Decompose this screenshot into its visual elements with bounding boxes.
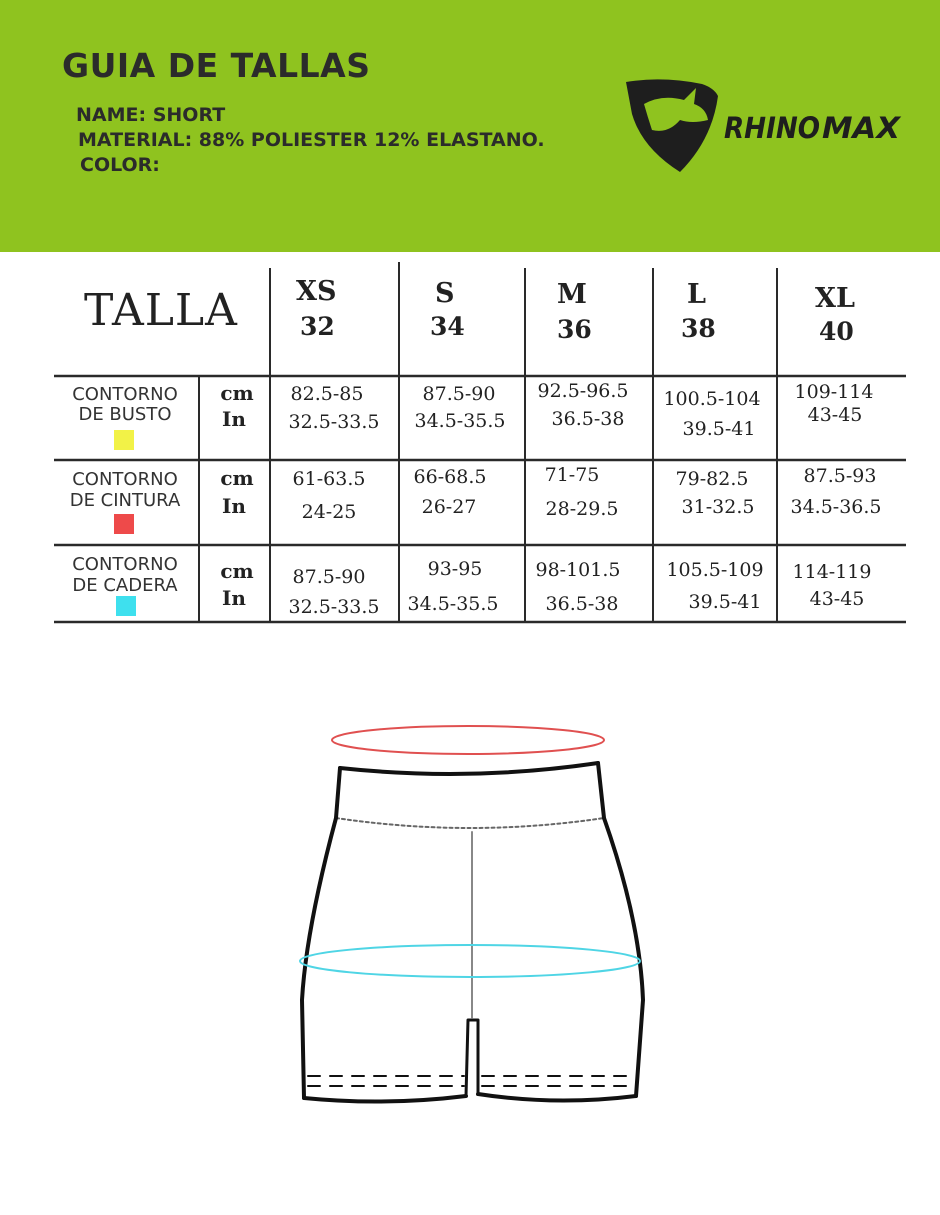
brand-name-part1: RHINO — [724, 111, 820, 145]
unit-in: In — [222, 586, 246, 610]
cell-cm: 93-95 — [427, 558, 483, 580]
cell-in: 26-27 — [421, 496, 477, 518]
cell-in: 24-25 — [301, 501, 357, 523]
unit-cm: cm — [220, 559, 254, 583]
cell-in: 36.5-38 — [551, 408, 625, 430]
row-label-line2: DE BUSTO — [78, 404, 172, 425]
cell-in: 39.5-41 — [682, 418, 756, 440]
cell-cm: 100.5-104 — [663, 388, 761, 410]
brand-logo — [622, 74, 912, 178]
size-label: L — [687, 279, 706, 310]
waist-measure-ring — [332, 726, 604, 754]
size-number: 36 — [557, 315, 592, 344]
shorts-outline — [302, 763, 643, 1102]
shorts-diagram — [280, 712, 660, 1162]
cell-cm: 87.5-90 — [292, 566, 366, 588]
size-label: S — [435, 278, 455, 309]
row-label-line2: DE CADERA — [72, 575, 178, 596]
cell-in: 28-29.5 — [545, 498, 619, 520]
size-table — [0, 252, 940, 632]
color-swatch-yellow — [114, 430, 134, 450]
cell-cm: 114-119 — [792, 561, 872, 583]
cell-in: 34.5-35.5 — [414, 410, 506, 432]
unit-in: In — [222, 494, 246, 518]
row-label-line1: CONTORNO — [72, 469, 178, 490]
size-number: 38 — [681, 314, 716, 343]
size-column-header: TALLA — [84, 285, 238, 336]
row-label-line2: DE CINTURA — [69, 490, 181, 511]
cell-cm: 109-114 — [794, 381, 874, 403]
size-number: 40 — [819, 317, 854, 346]
cell-cm: 82.5-85 — [290, 383, 364, 405]
cell-cm: 71-75 — [544, 464, 600, 486]
color-swatch-red — [114, 514, 134, 534]
cell-cm: 87.5-93 — [803, 465, 877, 487]
cell-in: 34.5-36.5 — [790, 496, 882, 518]
cell-cm: 105.5-109 — [666, 559, 764, 581]
product-material: MATERIAL: 88% POLIESTER 12% ELASTANO. — [78, 129, 545, 151]
unit-in: In — [222, 407, 246, 431]
row-label-line1: CONTORNO — [72, 384, 178, 405]
page-title: GUIA DE TALLAS — [62, 46, 371, 85]
cell-cm: 61-63.5 — [292, 468, 366, 490]
row-label-line1: CONTORNO — [72, 554, 178, 575]
cell-in: 36.5-38 — [545, 593, 619, 615]
size-label: XL — [815, 283, 855, 314]
color-swatch-cyan — [116, 596, 136, 616]
cell-in: 43-45 — [807, 404, 863, 426]
cell-cm: 92.5-96.5 — [537, 380, 629, 402]
cell-cm: 66-68.5 — [413, 466, 487, 488]
size-label: XS — [296, 276, 337, 307]
cell-cm: 87.5-90 — [422, 383, 496, 405]
unit-cm: cm — [220, 381, 254, 405]
product-name: NAME: SHORT — [76, 104, 226, 126]
brand-name-part2: MAX — [822, 111, 902, 145]
cell-in: 43-45 — [809, 588, 865, 610]
cell-in: 32.5-33.5 — [288, 596, 380, 618]
unit-cm: cm — [220, 466, 254, 490]
product-color: COLOR: — [80, 154, 160, 176]
cell-cm: 79-82.5 — [675, 468, 749, 490]
size-number: 32 — [300, 312, 335, 341]
size-number: 34 — [430, 312, 465, 341]
hip-measure-ring — [300, 945, 640, 977]
cell-in: 32.5-33.5 — [288, 411, 380, 433]
cell-cm: 98-101.5 — [535, 559, 621, 581]
size-label: M — [557, 279, 587, 310]
cell-in: 39.5-41 — [688, 591, 762, 613]
cell-in: 34.5-35.5 — [407, 593, 499, 615]
cell-in: 31-32.5 — [681, 496, 755, 518]
